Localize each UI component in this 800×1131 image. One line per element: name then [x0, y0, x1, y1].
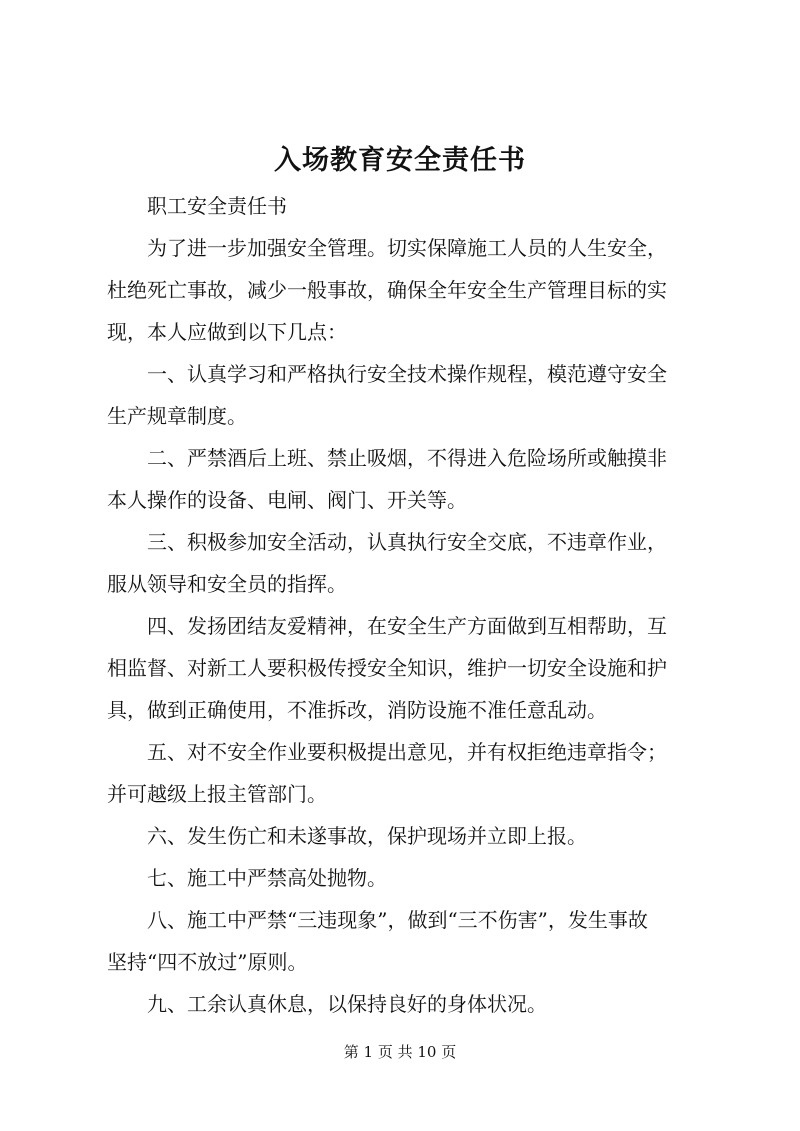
paragraph-line: 服从领导和安全员的指挥。 — [107, 572, 347, 596]
paragraph-line: 六、发生伤亡和未遂事故，保护现场并立即上报。 — [147, 824, 587, 848]
document-body — [107, 185, 707, 1025]
paragraph-line: 为了进一步加强安全管理。切实保障施工人员的人生安全， — [147, 236, 667, 260]
paragraph-line: 二、严禁酒后上班、禁止吸烟，不得进入危险场所或触摸非 — [147, 446, 667, 470]
paragraph-line: 本人操作的设备、电闸、阀门、开关等。 — [107, 488, 467, 512]
paragraph-line: 四、发扬团结友爱精神，在安全生产方面做到互相帮助，互 — [147, 614, 667, 638]
paragraph-line: 杜绝死亡事故，减少一般事故，确保全年安全生产管理目标的实 — [107, 278, 667, 302]
paragraph-line: 七、施工中严禁高处抛物。 — [147, 866, 387, 890]
paragraph-line: 生产规章制度。 — [107, 404, 247, 428]
paragraph-line: 并可越级上报主管部门。 — [107, 782, 327, 806]
paragraph-line: 现，本人应做到以下几点： — [107, 320, 347, 344]
paragraph-line: 九、工余认真休息，以保持良好的身体状况。 — [147, 992, 547, 1016]
paragraph-line: 相监督、对新工人要积极传授安全知识，维护一切安全设施和护 — [107, 656, 667, 680]
paragraph-line: 三、积极参加安全活动，认真执行安全交底，不违章作业， — [147, 530, 667, 554]
page-number: 第 1 页 共 10 页 — [343, 1043, 457, 1061]
paragraph-line: 八、施工中严禁“三违现象”，做到“三不伤害”，发生事故 — [147, 908, 648, 932]
document-title: 入场教育安全责任书 — [274, 145, 526, 176]
paragraph-line: 坚持“四不放过”原则。 — [107, 950, 308, 974]
paragraph-line: 五、对不安全作业要积极提出意见，并有权拒绝违章指令； — [147, 740, 667, 764]
paragraph-line: 一、认真学习和严格执行安全技术操作规程，模范遵守安全 — [147, 362, 667, 386]
paragraph-line: 具，做到正确使用，不准拆改，消防设施不准任意乱动。 — [107, 698, 607, 722]
subtitle-line: 职工安全责任书 — [147, 194, 287, 218]
